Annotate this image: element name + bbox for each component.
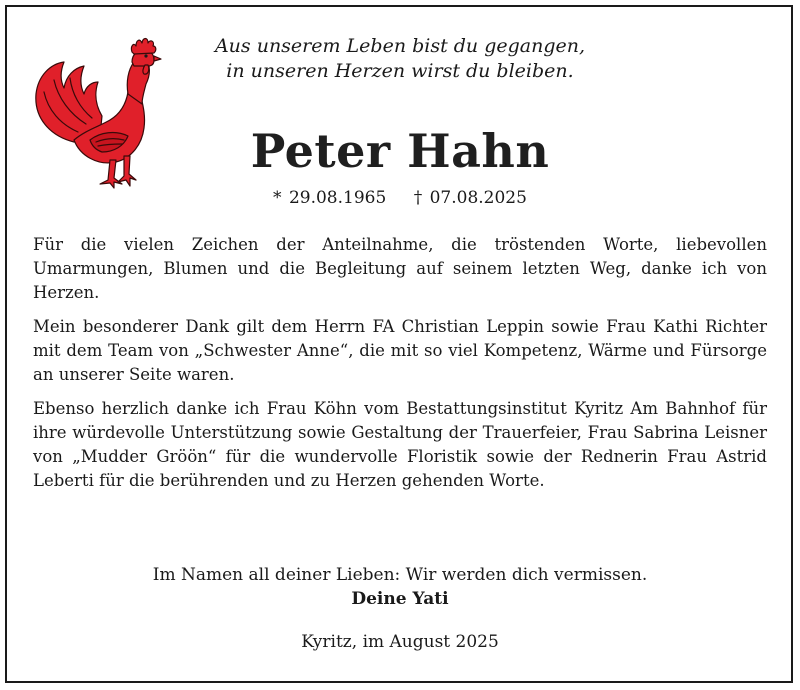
- place-and-date: Kyritz, im August 2025: [301, 632, 499, 652]
- death-date: † 07.08.2025: [413, 188, 527, 208]
- thanks-paragraph-2: Mein besonderer Dank gilt dem Herrn FA Christian Leppin sowie Frau Kathi Richter mit dem Team von „Schwester Anne“, die mit so viel Kompetenz, Wärme und Fürsorge an unserer Seite waren.: [33, 317, 767, 384]
- signature: Deine Yati: [351, 589, 449, 609]
- thanks-paragraph-3: Ebenso herzlich danke ich Frau Köhn vom Bestattungsinstitut Kyritz Am Bahnhof für ihre würdevolle Unterstützung sowie Gestaltung der Trauerfeier, Frau Sabrina Leisner von „Mudder Gröön“ für die wundervolle Floristik sowie der Rednerin Frau Astrid Leberti für die berührenden und zu Herzen gehenden Worte.: [33, 399, 767, 490]
- motto-line-2: in unseren Herzen wirst du bleiben.: [226, 60, 574, 82]
- closing-line: Im Namen all deiner Lieben: Wir werden dich vermissen.: [152, 565, 648, 585]
- thanks-text: [33, 233, 767, 503]
- motto-line-1: Aus unserem Leben bist du gegangen,: [214, 35, 586, 57]
- birth-date: * 29.08.1965: [273, 188, 387, 208]
- thanks-paragraph-1: Für die vielen Zeichen der Anteilnahme, die tröstenden Worte, liebevollen Umarmungen, Blumen und die Begleitung auf seinem letzten Weg, danke ich von Herzen.: [33, 235, 767, 302]
- life-dates: [200, 187, 600, 209]
- closing-block: [50, 563, 750, 611]
- memorial-motto: [200, 34, 600, 84]
- rooster-icon: [30, 32, 162, 194]
- deceased-name: Peter Hahn: [250, 124, 550, 178]
